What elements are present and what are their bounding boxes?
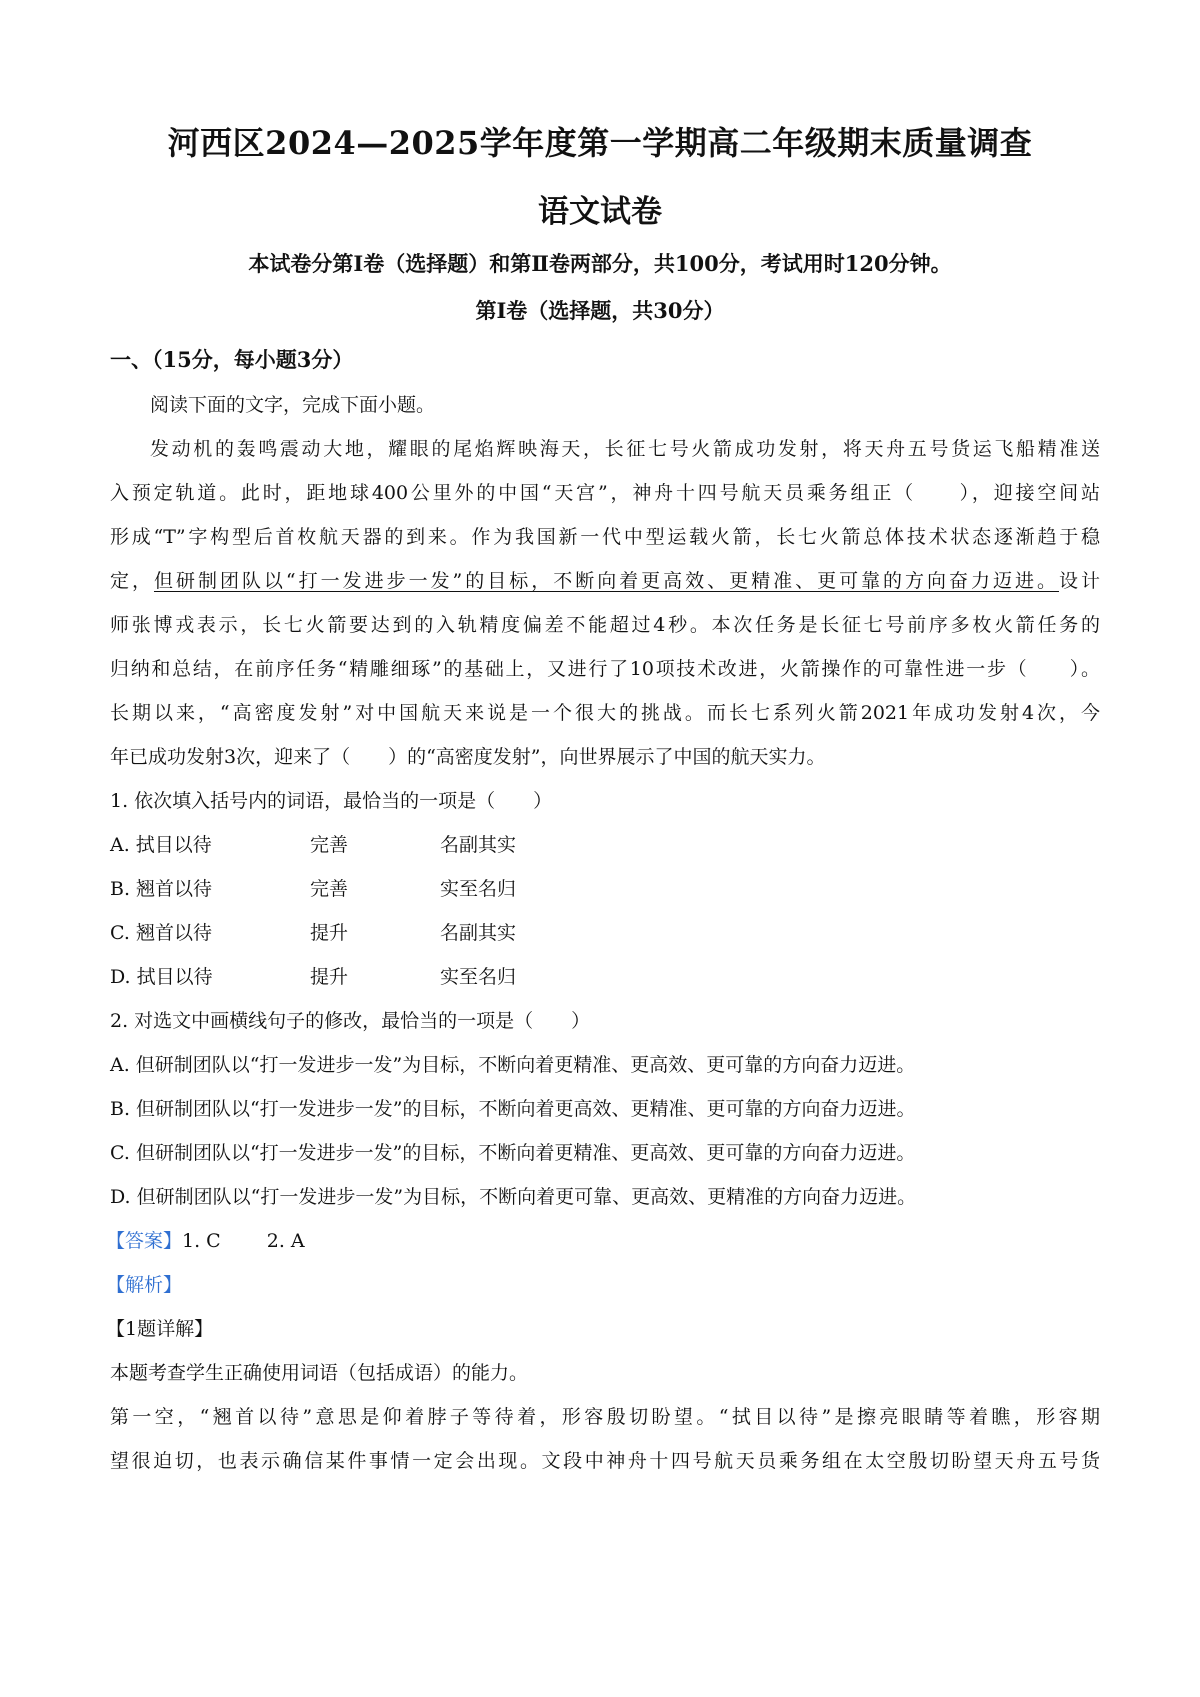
option-word-3: 实至名归 <box>440 878 517 900</box>
analysis-text: 第一空，“翘首以待”意思是仰着脖子等待着，形容殷切盼望。“拭目以待”是擦亮眼睛等着瞧，形容期 <box>110 1406 1100 1428</box>
passage-line: 年已成功发射3次，迎来了（ ）的“高密度发射”，向世界展示了中国的航天实力。 <box>110 746 826 768</box>
q1-option-a <box>110 830 516 857</box>
option-word-2: 提升 <box>310 966 349 988</box>
option-word-2: 完善 <box>310 834 349 856</box>
passage-line <box>110 566 1100 593</box>
passage-line: 归纳和总结，在前序任务“精雕细琢”的基础上，又进行了10项技术改进，火箭操作的可靠性进一步（ ）。 <box>110 658 1100 680</box>
detail-tag: 【1题详解】 <box>106 1318 214 1340</box>
q2-option-a: A. 但研制团队以“打一发进步一发”为目标，不断向着更精准、更高效、更可靠的方向奋力迈进。 <box>110 1054 916 1076</box>
option-word-3: 名副其实 <box>440 834 517 856</box>
section-heading: 一、（15分，每小题3分） <box>110 347 354 372</box>
answer-2: 2. A <box>266 1230 305 1252</box>
passage-line: 入预定轨道。此时，距地球400公里外的中国“天宫”，神舟十四号航天员乘务组正（ ），迎接空间站 <box>110 482 1100 504</box>
q2-option-c: C. 但研制团队以“打一发进步一发”的目标，不断向着更精准、更高效、更可靠的方向奋力迈进。 <box>110 1142 916 1164</box>
q2-option-b: B. 但研制团队以“打一发进步一发”的目标，不断向着更高效、更精准、更可靠的方向奋力迈进。 <box>110 1098 916 1120</box>
q1-option-c <box>110 918 516 945</box>
underlined-sentence: 但研制团队以“打一发进步一发”的目标，不断向着更高效、更精准、更可靠的方向奋力迈进。 <box>153 570 1059 592</box>
passage-line: 发动机的轰鸣震动大地，耀眼的尾焰辉映海天，长征七号火箭成功发射，将天舟五号货运飞船精准送 <box>150 438 1100 460</box>
passage-line: 长期以来，“高密度发射”对中国航天来说是一个很大的挑战。而长七系列火箭2021年成功发射4次，今 <box>110 702 1100 724</box>
answer-tag: 【答案】 <box>106 1230 183 1252</box>
passage-text: 定， <box>110 570 154 592</box>
exam-title: 河西区2024—2025学年度第一学期高二年级期末质量调查 <box>167 124 1033 162</box>
passage-line: 形成“T”字构型后首枚航天器的到来。作为我国新一代中型运载火箭，长七火箭总体技术状态逐渐趋于稳 <box>110 526 1100 548</box>
passage-line: 师张博戎表示，长七火箭要达到的入轨精度偏差不能超过4秒。本次任务是长征七号前序多枚火箭任务的 <box>110 614 1100 636</box>
exam-subtitle: 语文试卷 <box>538 194 662 230</box>
answer-1: 1. C <box>182 1230 221 1252</box>
question-1-stem: 1. 依次填入括号内的词语，最恰当的一项是（ ） <box>110 790 553 812</box>
option-word-1: A. 拭目以待 <box>110 834 212 856</box>
q2-option-d: D. 但研制团队以“打一发进步一发”为目标，不断向着更可靠、更高效、更精准的方向奋力迈进。 <box>110 1186 917 1208</box>
passage-text: 设计 <box>1058 570 1100 592</box>
question-2-stem: 2. 对选文中画横线句子的修改，最恰当的一项是（ ） <box>110 1010 591 1032</box>
volume-heading: 第Ⅰ卷（选择题，共30分） <box>475 298 725 323</box>
option-word-2: 完善 <box>310 878 349 900</box>
q1-option-d <box>110 962 516 989</box>
analysis-text: 望很迫切，也表示确信某件事情一定会出现。文段中神舟十四号航天员乘务组在太空殷切盼望天舟五号货 <box>110 1450 1100 1472</box>
answer-line <box>106 1226 305 1253</box>
analysis-text: 本题考查学生正确使用词语（包括成语）的能力。 <box>110 1362 529 1384</box>
option-word-1: B. 翘首以待 <box>110 878 213 900</box>
option-word-3: 名副其实 <box>440 922 517 944</box>
option-word-1: C. 翘首以待 <box>110 922 212 944</box>
option-word-1: D. 拭目以待 <box>110 966 213 988</box>
option-word-2: 提升 <box>310 922 349 944</box>
q1-option-b <box>110 874 516 901</box>
exam-intro: 本试卷分第Ⅰ卷（选择题）和第Ⅱ卷两部分，共100分，考试用时120分钟。 <box>248 251 952 276</box>
reading-instruction: 阅读下面的文字，完成下面小题。 <box>150 394 436 416</box>
analysis-tag: 【解析】 <box>106 1274 183 1296</box>
option-word-3: 实至名归 <box>440 966 517 988</box>
